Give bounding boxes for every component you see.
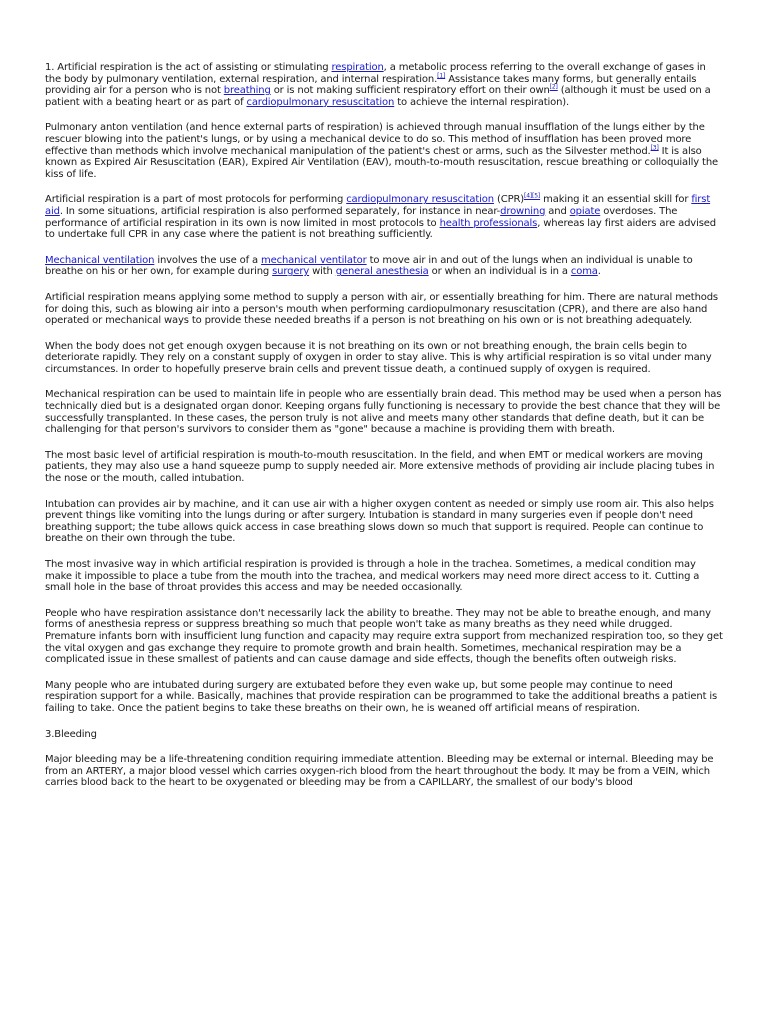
paragraph bbox=[45, 608, 723, 666]
paragraph-text: overdoses. The performance of artificial respiration in its own is now limited in most protocols to bbox=[45, 205, 678, 229]
paragraph-text: The most basic level of artificial respiration is mouth-to-mouth resuscitation. In the field, and when EMT or medical workers are moving patients, they may also use a hand squeeze pump to supply needed air. More extensive methods of providing air include placing tubes in the nose or the mouth, called intubation. bbox=[45, 449, 715, 485]
paragraph bbox=[45, 255, 723, 278]
paragraph-text: with bbox=[309, 266, 336, 278]
paragraph bbox=[45, 62, 723, 108]
paragraph bbox=[45, 194, 723, 240]
paragraph bbox=[45, 499, 723, 545]
paragraph-text: Pulmonary anton ventilation (and hence external parts of respiration) is achieved through manual insufflation of the lungs either by the rescuer blowing into the patient's lungs, or by using a mechanical device to do so. This method of insufflation has been proved more effective than methods which involve mechanical manipulation of the patient's chest or arms, such as the Silvester method. bbox=[45, 122, 705, 157]
paragraph bbox=[45, 754, 723, 789]
inline-link[interactable]: mechanical ventilator bbox=[261, 254, 367, 266]
citation-link[interactable]: [3] bbox=[650, 144, 659, 152]
paragraph-text: The most invasive way in which artificial respiration is provided is through a hole in the trachea. Sometimes, a medical condition may make it impossible to place a tube from the mouth into the trachea, and medical workers may need more direct access to it. Cutting a small hole in the base of throat provides this access and may be needed occasionally. bbox=[45, 559, 700, 594]
citation-link[interactable]: [1] bbox=[437, 72, 446, 80]
inline-link[interactable]: coma bbox=[570, 266, 598, 278]
paragraph bbox=[45, 389, 723, 435]
paragraph-text: , a metabolic process referring to the overall exchange of gases in the body by pulmonary ventilation, external respiration, and internal respiration. bbox=[45, 62, 706, 85]
paragraph-text: to move air in and out of the lungs when an individual is unable to breathe on his or her own, for example during bbox=[45, 254, 693, 278]
inline-link[interactable]: first aid bbox=[45, 194, 711, 217]
paragraph-text: and bbox=[545, 205, 570, 217]
inline-link[interactable]: cardiopulmonary resuscitation bbox=[346, 194, 494, 206]
paragraph bbox=[45, 450, 723, 485]
inline-link[interactable]: health professionals bbox=[439, 217, 538, 229]
paragraph-text: . bbox=[597, 266, 601, 278]
inline-link[interactable]: respiration bbox=[331, 62, 384, 73]
inline-link[interactable]: cardiopulmonary resuscitation bbox=[246, 96, 395, 108]
paragraph-text: When the body does not get enough oxygen because it is not breathing on its own or not breathing enough, the brain cells begin to deteriorate rapidly. They rely on a constant supply of oxygen in order to stay alive. This is why artificial respiration is so vital under many circumstances. In order to hopefully preserve brain cells and prevent tissue death, a continued supply of oxygen is required. bbox=[45, 340, 712, 375]
paragraph-text: involves the use of a bbox=[154, 254, 262, 266]
paragraph-text: Intubation can provides air by machine, and it can use air with a higher oxygen content as needed or simply use room air. This also helps prevent things like vomiting into the lungs during or after surgery. Intubation is standard in many surgeries even if people don't need breathing support; the tube allows quick access in case breathing slows down so much that support is required. People can continue to breathe on their own through the tube. bbox=[45, 498, 714, 545]
inline-link[interactable]: general anesthesia bbox=[335, 266, 429, 278]
paragraph bbox=[45, 559, 723, 594]
paragraph bbox=[45, 122, 723, 180]
paragraph-text: It is also known as Expired Air Resuscitation (EAR), Expired Air Ventilation (EAV), mouth-to-mouth resuscitation, rescue breathing or colloquially the kiss of life. bbox=[45, 145, 719, 180]
paragraph-text: , whereas lay first aiders are advised to undertake full CPR in any case where the patient is not breathing sufficiently. bbox=[45, 217, 716, 241]
inline-link[interactable]: surgery bbox=[272, 266, 310, 278]
paragraph bbox=[45, 292, 723, 327]
paragraph-text: or is not making sufficient respiratory effort on their own bbox=[270, 85, 550, 97]
paragraph-text: Many people who are intubated during surgery are extubated before they even wake up, but some people may continue to need respiration support for a while. Basically, machines that provide respiration can be programmed to take the additional breaths a patient is failing to take. Once the patient begins to take these breaths on their own, he is weaned off artificial means of respiration. bbox=[45, 679, 718, 714]
inline-link[interactable]: drowning bbox=[500, 205, 546, 217]
paragraph-text: . In some situations, artificial respiration is also performed separately, for instance in near- bbox=[59, 205, 501, 217]
paragraph-text: People who have respiration assistance don't necessarily lack the ability to breathe. They may not be able to breathe enough, and many forms of anesthesia repress or suppress breathing so much that people won't take as many breaths as they need while drugged. Premature infants born with insufficient lung function and capacity may require extra support from mechanized respiration too, so they get the vital oxygen and gas exchange they require to promote growth and brain health. Sometimes, mechanical respiration may be a complicated issue in these smallest of patients and can cause damage and side effects, though the benefits often outweigh risks. bbox=[45, 607, 723, 666]
paragraph bbox=[45, 341, 723, 376]
inline-link[interactable]: Mechanical ventilation bbox=[45, 254, 155, 266]
paragraph bbox=[45, 729, 723, 741]
citation-link[interactable]: [4][5] bbox=[524, 193, 541, 201]
paragraph-text: Artificial respiration means applying some method to supply a person with air, or essentially breathing for him. There are natural methods for doing this, such as blowing air into a person's mouth when performing cardiopulmonary resuscitation (CPR), and there are also hand operated or mechanical ways to provide these needed breaths if a person is not breathing on his own or is not breathing adequately. bbox=[45, 291, 718, 327]
paragraph-text: Major bleeding may be a life-threatening condition requiring immediate attention. Bleeding may be external or internal. Bleeding may be from an ARTERY, a major blood vessel which carries oxygen-rich blood from the heart throughout the body. It may be from a VEIN, which carries blood back to the heart to be oxygenated or bleeding may be from a CAPILLARY, the smallest of our body's blood bbox=[45, 754, 714, 789]
inline-link[interactable]: opiate bbox=[569, 205, 601, 217]
paragraph-text: 3.Bleeding bbox=[45, 728, 97, 740]
paragraph-text: Artificial respiration is a part of most protocols for performing bbox=[45, 194, 347, 206]
document-body bbox=[45, 62, 723, 803]
paragraph-text: Assistance takes many forms, but generally entails providing air for a person who is not bbox=[45, 73, 697, 97]
paragraph-text: Mechanical respiration can be used to maintain life in people who are essentially brain dead. This method may be used when a person has technically died but is a designated organ donor. Keeping organs fully functioning is necessary to provide the best chance that they will be successfully transplanted. In these cases, the person truly is not alive and meets many other standards that define death, but it can be challenging for that person's survivors to consider them as "gone" because a machine is providing them with breath. bbox=[45, 389, 722, 436]
inline-link[interactable]: breathing bbox=[223, 85, 271, 97]
paragraph-text: making it an essential skill for bbox=[540, 194, 692, 206]
paragraph-text: (CPR) bbox=[493, 194, 524, 206]
paragraph-text: or when an individual is in a bbox=[428, 266, 571, 278]
citation-link[interactable]: [2] bbox=[549, 83, 558, 91]
paragraph-text: to achieve the internal respiration). bbox=[394, 96, 570, 108]
paragraph-text: (although it must be used on a patient with a beating heart or as part of bbox=[45, 85, 711, 108]
paragraph bbox=[45, 680, 723, 715]
paragraph-text: 1. Artificial respiration is the act of assisting or stimulating bbox=[45, 62, 332, 73]
